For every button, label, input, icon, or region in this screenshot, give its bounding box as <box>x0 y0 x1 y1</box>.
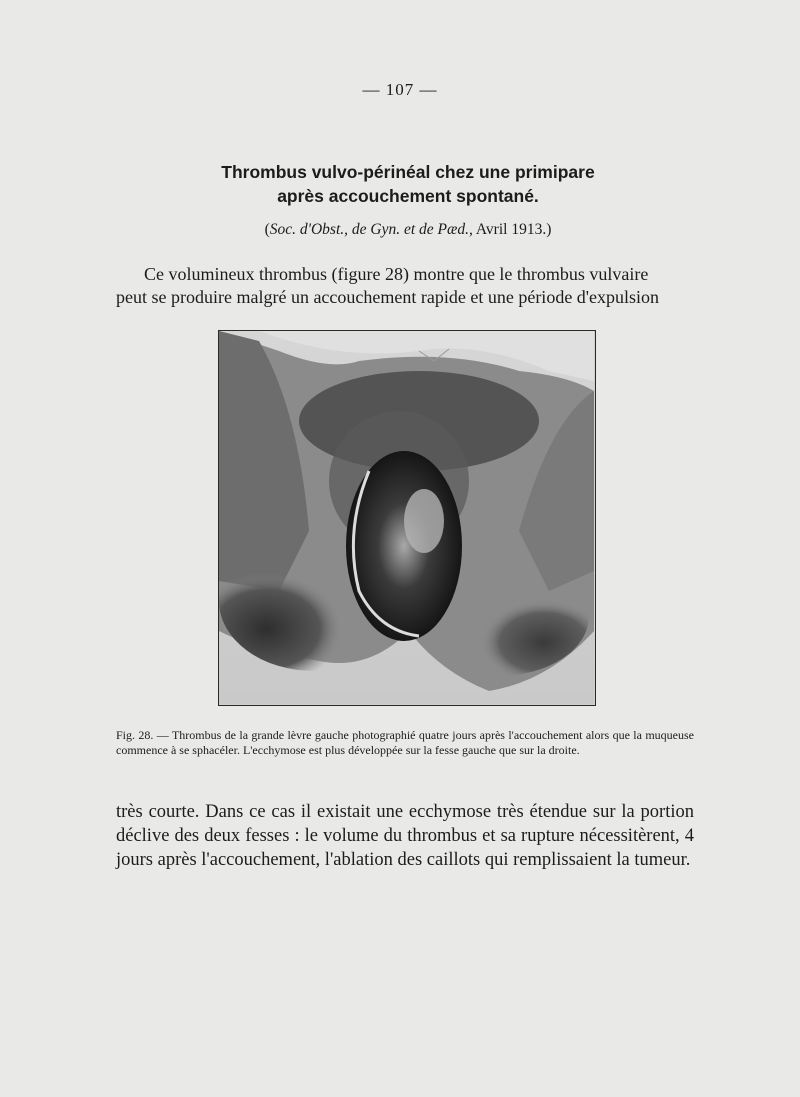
title-line-2: après accouchement spontané. <box>277 186 539 206</box>
citation-source: Soc. d'Obst., de Gyn. et de Pæd., <box>269 221 473 238</box>
citation <box>0 221 800 239</box>
article-title <box>0 160 800 208</box>
paragraph-intro-line-1: Ce volumineux thrombus (figure 28) montre que le thrombus vulvaire <box>144 264 649 284</box>
figure-caption: Fig. 28. — Thrombus de la grande lèvre gauche photographié quatre jours après l'accouchement alors que la muqueuse commence à se sphacéler. L'ecchymose est plus développée sur la fesse gauche que sur la droite. <box>116 728 694 757</box>
clinical-photograph <box>218 330 596 706</box>
photograph-image <box>219 331 594 704</box>
paragraph-intro-line-2: peut se produire malgré un accouchement rapide et une période d'expulsion <box>116 287 660 307</box>
title-line-1: Thrombus vulvo-périnéal chez une primipare <box>221 162 595 182</box>
page-number: — 107 — <box>362 80 438 99</box>
citation-date: Avril 1913.) <box>472 221 552 238</box>
citation-open: ( <box>264 221 270 238</box>
paragraph-conclusion: très courte. Dans ce cas il existait une ecchymose très étendue sur la portion déclive des deux fesses : le volume du thrombus et sa rupture nécessitèrent, 4 jours après l'accouchement, l'ablation des caillots qui remplissaient la tumeur. <box>116 802 694 870</box>
paragraph-intro <box>116 263 694 309</box>
